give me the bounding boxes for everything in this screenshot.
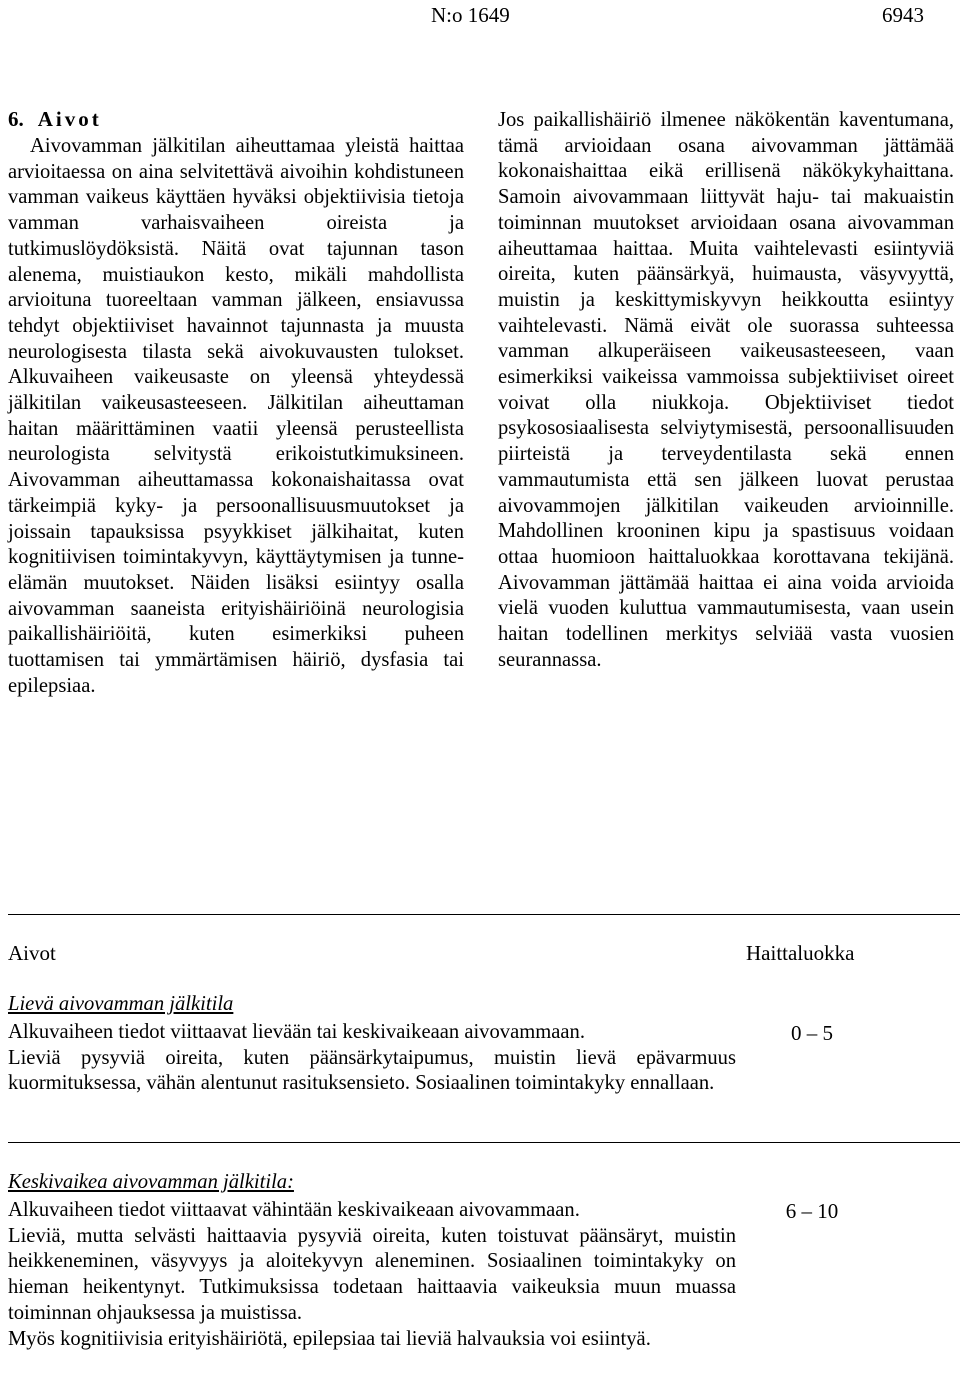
left-text-column xyxy=(8,134,464,699)
section-number: 6. xyxy=(8,107,24,131)
section-heading xyxy=(8,106,102,132)
table-header-class: Haittaluokka xyxy=(746,941,855,965)
table-row-description xyxy=(8,1020,736,1097)
table-row-category: Lievä aivovamman jälkitila xyxy=(8,993,234,1015)
table-row-line: Alkuvaiheen tiedot viittaavat vähintään keskivaikeaan aivovammaan. xyxy=(8,1199,580,1221)
page-header-statute-number: N:o 1649 xyxy=(431,3,510,27)
table-row-line: Lieviä pysyviä oireita, kuten päänsärkytaipumus, muistin lievä epävarmuus kuormituksessa, vähän alentunut rasituksensieto. Sosiaalinen toimintakyky ennallaan. xyxy=(8,1046,736,1095)
table-row-category: Keskivaikea aivovamman jälkitila: xyxy=(8,1171,294,1193)
table-top-rule xyxy=(8,914,960,915)
section-title: Aivot xyxy=(37,107,102,131)
table-row-rule xyxy=(8,1142,960,1143)
page-header-page-number: 6943 xyxy=(882,3,924,27)
right-text-column xyxy=(498,108,954,673)
table-row-class-range: 6 – 10 xyxy=(785,1199,839,1223)
table-row-description xyxy=(8,1198,736,1352)
table-row-class-range: 0 – 5 xyxy=(791,1021,833,1045)
left-column-paragraph: Aivovamman jälkitilan aiheuttamaa yleistä haittaa arvioitaessa on aina selvitettävä aivoihin kohdistuneen vamman vaikeus käyttäen hyväksi objektiivisia tietoja vamman varhaisvaiheen oireista ja tutkimuslöydöksistä. Näitä ovat tajunnan tason alenema, muistiaukon kesto, mikäli mahdollista arvioituna tuoreeltaan vamman jälkeen, ensiavussa tehdyt objektiiviset havainnot tajunnasta ja muusta neurologisesta tilasta sekä aivokuvausten tulokset. Alkuvaiheen vaikeusaste on yleensä yhteydessä jälkitilan vaikeusasteeseen. Jälkitilan aiheuttaman haitan määrittäminen vaatii yleensä perusteellista neurologista selvitystä erikoistutkimuksineen. Aivovamman aiheuttamassa kokonaishaitassa ovat tärkeimpiä kyky- ja persoonallisuusmuutokset ja joissain tapauksissa psyykkiset jälkihaitat, kuten kognitiivisen toimintakyvyn, käyttäytymisen ja tunne-elämän muutokset. Näiden lisäksi esiintyy osalla aivovamman saaneista erityishäiriöinä neurologisia paikallishäiriöitä, kuten esimerkiksi puheen tuottamisen tai ymmärtämisen häiriö, dysfasia tai epilepsiaa. xyxy=(8,135,464,697)
table-row-line: Lieviä, mutta selvästi haittaavia pysyviä oireita, kuten toistuvat päänsäryt, muistin heikkeneminen, väsyvyys ja aloitekyvyn aleneminen. Sosiaalinen toimintakyky on hieman heikentynyt. Tutkimuksissa todetaan haittaavia vaikeuksia muun muassa toiminnan ohjauksessa ja muistissa. xyxy=(8,1224,736,1324)
right-column-paragraph: Jos paikallishäiriö ilmenee näkökentän kaventumana, tämä arvioidaan osana aivovamman jättämää kokonaishaittaa eikä erillisenä näkökykyhaittana. Samoin aivovammaan liittyvät haju- tai makuaistin toiminnan muutokset arvioidaan osana aivovamman aiheuttamaa haittaa. Muita vaihtelevasti esiintyviä oireita, kuten päänsärkyä, huimausta, väsyvyyttä, muistin ja keskittymiskyvyn heikkoutta esiintyy vaihtelevasti. Nämä eivät ole suorassa suhteessa vamman alkuperäiseen vaikeusasteeseen, vaan esimerkiksi vaikeissa vammoissa subjektiiviset oireet voivat olla niukkoja. Objektiiviset tiedot psykososiaalisesta selviytymisestä, persoonallisuuden piirteistä ja terveydentilasta sekä ennen vammautumista että sen jälkeen luovat perustaa aivovammojen jälkitilan vaikeuden arvioinnille. Mahdollinen krooninen kipu ja spastisuus voidaan ottaa huomioon haittaluokkaa korottavana tekijänä. Aivovamman jättämää haittaa ei aina voida arvioida vielä vuoden kuluttua vammautumisesta, vaan usein haitan todellinen merkitys selviää vasta vuosien seurannassa. xyxy=(498,109,954,671)
table-row-line: Alkuvaiheen tiedot viittaavat lievään tai keskivaikeaan aivovammaan. xyxy=(8,1021,585,1043)
table-header-category: Aivot xyxy=(8,941,56,965)
table-row-line: Myös kognitiivisia erityishäiriötä, epilepsiaa tai lieviä halvauksia voi esiintyä. xyxy=(8,1327,651,1350)
